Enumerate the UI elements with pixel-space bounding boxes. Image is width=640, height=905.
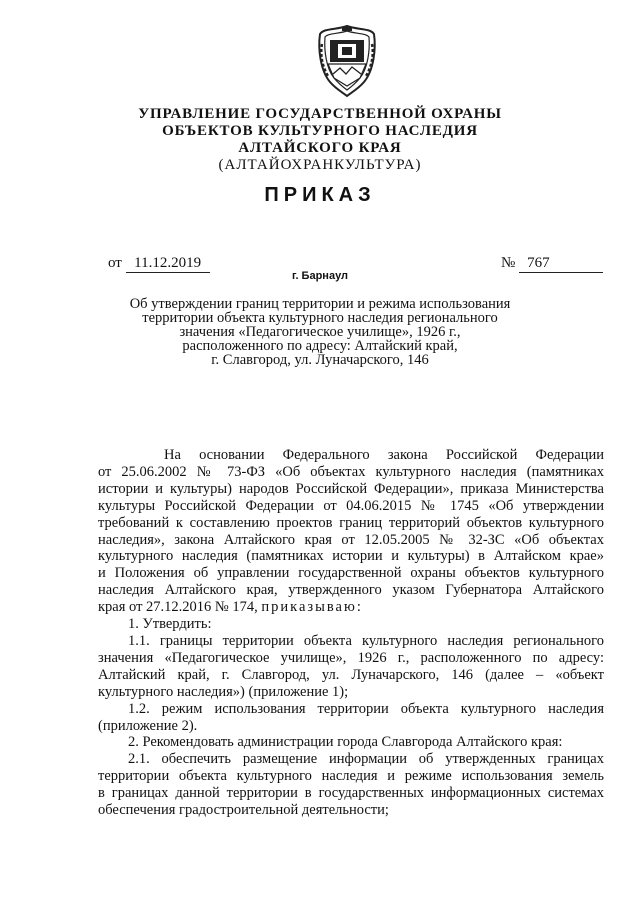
subject-line: г. Славгород, ул. Луначарского, 146 [211, 352, 429, 368]
clause-1-2: 1.2. режим использования территории объекта культурного наследия [128, 700, 604, 717]
coat-of-arms-icon [316, 24, 378, 98]
body-line: На основании Федерального закона Российской Федерации [164, 447, 604, 463]
body-line: культурного наследия») (приложение 1); [98, 683, 349, 700]
body-line-text: края от 27.12.2016 № 174, [98, 599, 258, 616]
number-prefix: № [501, 255, 516, 271]
document-type-title: ПРИКАЗ [264, 184, 376, 206]
order-word: приказываю: [261, 599, 363, 616]
body-line: (приложение 2). [98, 717, 198, 734]
body-line: истории и культуры) народов Российской Федерации», приказа Министерства [98, 480, 604, 497]
clause-2: 2. Рекомендовать администрации города Славгорода Алтайского края: [128, 734, 563, 751]
clause-1-1: 1.1. границы территории объекта культурного наследия регионального [128, 632, 604, 649]
body-line: обеспечения градостроительной деятельности; [98, 802, 389, 819]
subject-line: расположенного по адресу: Алтайский край, [182, 338, 458, 354]
body-line: культурного наследия (памятниках истории и культуры) в Алтайском крае» [98, 548, 604, 565]
subject-line: значения «Педагогическое училище», 1926 г., [179, 324, 461, 340]
body-line: наследия», закона Алтайского края от 12.05.2005 № 32-ЗС «Об объектах [98, 531, 604, 548]
document-subject [0, 297, 640, 367]
document-number: 767 [519, 255, 603, 273]
document-date: 11.12.2019 [126, 255, 210, 273]
city-name: г. Барнаул [291, 270, 349, 282]
document-body [98, 447, 604, 819]
org-name-line-3: АЛТАЙСКОГО КРАЯ [238, 140, 402, 156]
body-line: культуры Российской Федерации от 04.06.2015 № 1745 «Об утверждении [98, 497, 604, 514]
org-name-line-1: УПРАВЛЕНИЕ ГОСУДАРСТВЕННОЙ ОХРАНЫ [138, 106, 502, 122]
clause-2-1: 2.1. обеспечить размещение информации об утвержденных границах [128, 751, 604, 768]
body-line: Алтайский край, г. Славгород, ул. Луначарского, 146 (далее – «объект [98, 666, 604, 683]
org-name-line-2: ОБЪЕКТОВ КУЛЬТУРНОГО НАСЛЕДИЯ [162, 123, 478, 139]
body-line: в границах данной территории в государственных информационных системах [98, 785, 604, 802]
body-line-with-order-word [98, 599, 604, 616]
body-line: территории объекта культурного наследия и режиме использования земель [98, 768, 604, 785]
body-line: и Положения об управлении государственной охраны объектов культурного [98, 565, 604, 582]
body-line: от 25.06.2002 № 73-ФЗ «Об объектах культурного наследия (памятниках [98, 463, 604, 480]
body-line: наследия Алтайского края, утвержденного указом Губернатора Алтайского [98, 582, 604, 599]
org-short-name: (АЛТАЙОХРАНКУЛЬТУРА) [218, 157, 422, 173]
subject-line: территории объекта культурного наследия регионального [142, 310, 498, 326]
clause-1: 1. Утвердить: [128, 616, 212, 633]
date-prefix: от [108, 255, 122, 271]
body-line: требований к составлению проектов границ территорий объектов культурного [98, 514, 604, 531]
body-line: значения «Педагогическое училище», 1926 г., расположенного по адресу: [98, 649, 604, 666]
subject-line: Об утверждении границ территории и режима использования [129, 296, 511, 312]
